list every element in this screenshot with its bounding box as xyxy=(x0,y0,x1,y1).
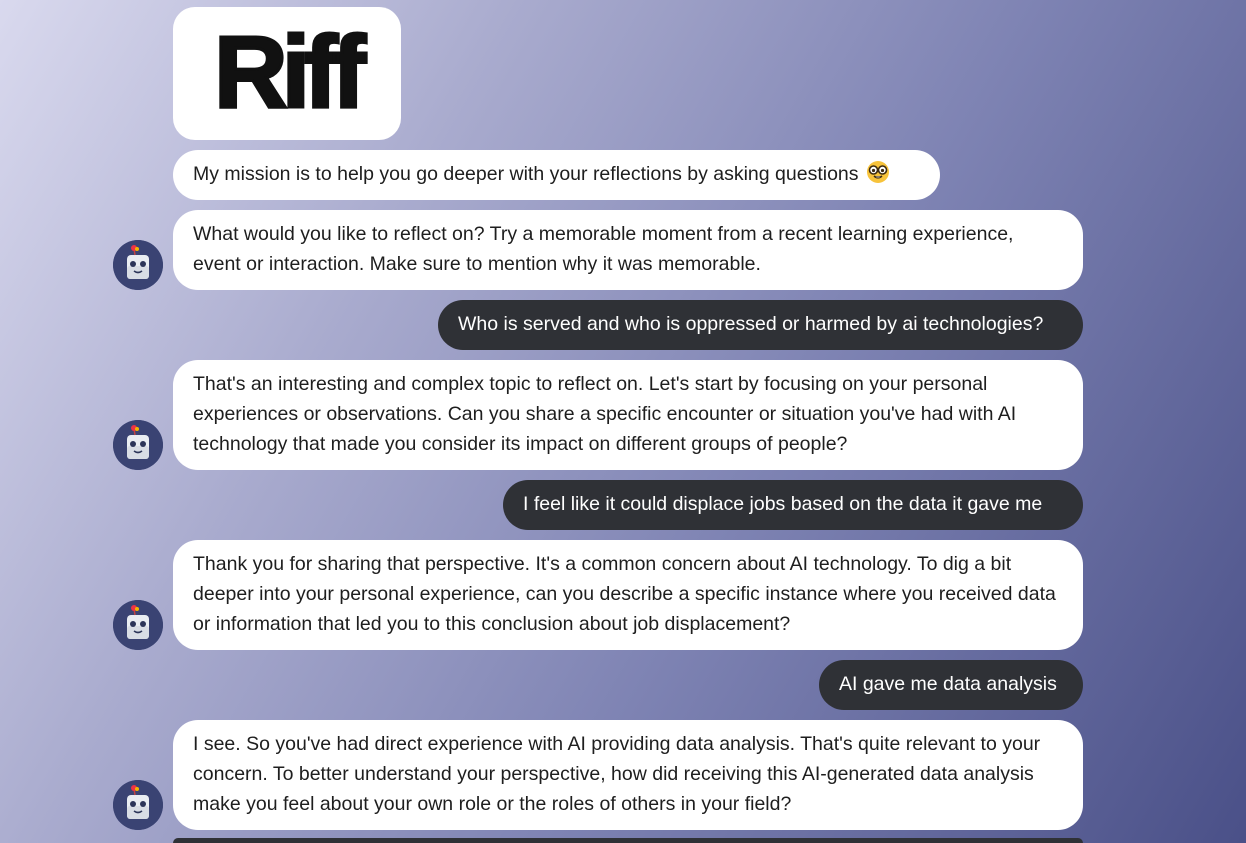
robot-avatar-icon xyxy=(113,780,163,830)
user-message xyxy=(503,480,1083,530)
robot-avatar-icon xyxy=(113,600,163,650)
user-message-partial xyxy=(173,838,1083,843)
bot-avatar xyxy=(113,240,163,290)
riff-logo-bubble xyxy=(173,7,401,140)
bot-message-text: My mission is to help you go deeper with your reflections by asking questions xyxy=(193,163,859,185)
user-message-text: AI gave me data analysis xyxy=(839,673,1057,695)
bot-message-text: What would you like to reflect on? Try a memorable moment from a recent learning experience, event or interaction. Make sure to mention why it was memorable. xyxy=(193,223,1014,275)
bot-message xyxy=(173,720,1083,830)
bot-message-text: I see. So you've had direct experience with AI providing data analysis. That's quite relevant to your concern. To better understand your perspective, how did receiving this AI-generated data analysis make you feel about your own role or the roles of others in your field? xyxy=(193,733,1041,815)
user-message-text: Who is served and who is oppressed or harmed by ai technologies? xyxy=(458,313,1044,335)
user-message-text: I feel like it could displace jobs based on the data it gave me xyxy=(523,493,1043,515)
bot-avatar xyxy=(113,780,163,830)
riff-logo: Riff xyxy=(214,14,360,129)
bot-message xyxy=(173,360,1083,470)
robot-avatar-icon xyxy=(113,420,163,470)
robot-avatar-icon xyxy=(113,240,163,290)
bot-message xyxy=(173,150,940,200)
bot-message xyxy=(173,210,1083,290)
user-message xyxy=(438,300,1083,350)
bot-avatar xyxy=(113,420,163,470)
bot-message-text: That's an interesting and complex topic to reflect on. Let's start by focusing on your personal experiences or observations. Can you share a specific encounter or situation you've had with AI technology that made you consider its impact on different groups of people? xyxy=(193,373,1017,455)
bot-message-text: Thank you for sharing that perspective. It's a common concern about AI technology. To dig a bit deeper into your personal experience, can you describe a specific instance where you received data or information that led you to this conclusion about job displacement? xyxy=(193,553,1056,635)
user-message xyxy=(819,660,1083,710)
bot-avatar xyxy=(113,600,163,650)
bot-message xyxy=(173,540,1083,650)
nerd-face-emoji-icon xyxy=(866,160,890,184)
